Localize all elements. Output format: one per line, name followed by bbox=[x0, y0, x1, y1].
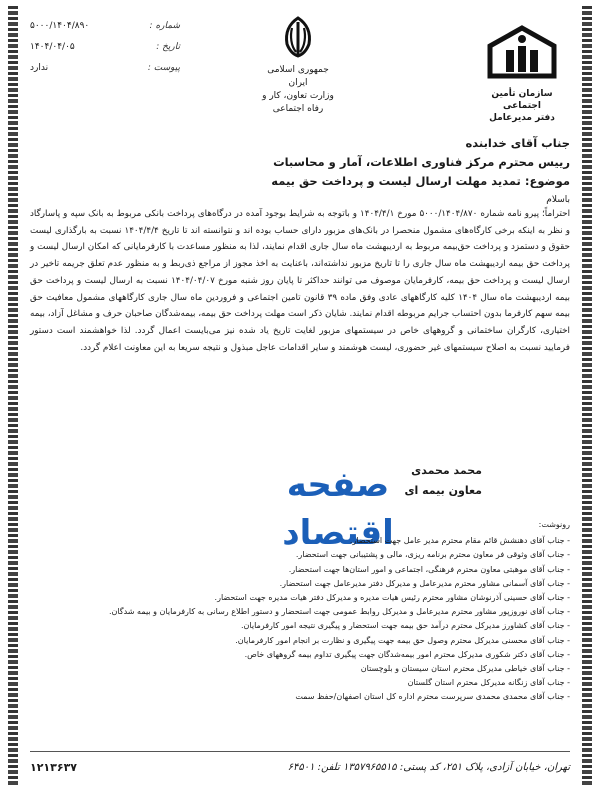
subject-text: تمدید مهلت ارسال لیست و پرداخت حق بیمه bbox=[271, 174, 521, 188]
letter-attachment-row bbox=[30, 58, 180, 79]
letter-page bbox=[8, 6, 592, 794]
cc-item: - جناب آقای دهنشش قائم مقام محترم مدیر عامل جهت استحضار. bbox=[349, 536, 570, 546]
emblem-line-1: جمهوری اسلامی ایران bbox=[267, 65, 329, 88]
cc-item: - جناب آقای حسینی آذرنوشان مشاور محترم رئیس هیات مدیره و مدیرکل دفتر هیات مدیره جهت استحضار. bbox=[214, 593, 570, 603]
signatory-title: معاون بیمه ای bbox=[404, 484, 482, 497]
organization-office: دفتر مدیرعامل bbox=[489, 113, 555, 123]
letter-date-value: ۱۴۰۴/۰۴/۰۵ bbox=[30, 42, 75, 52]
cc-item: - جناب آقای نوروزپور مشاور محترم مدیرعامل و مدیرکل روابط عمومی جهت استحضار و دستور اطلاع رسانی به کارفرمایان و بیمه شدگان. bbox=[108, 607, 570, 617]
addressee-position: رییس محترم مرکز فناوری اطلاعات، آمار و محاسبات bbox=[273, 155, 570, 169]
letter-header bbox=[50, 134, 570, 210]
national-emblem bbox=[258, 14, 338, 116]
subject-line bbox=[50, 172, 570, 191]
cc-item: - جناب آقای محسنی مدیرکل محترم وصول حق بیمه جهت پیگیری و نظارت بر انجام امور کارفرمایان. bbox=[235, 635, 570, 645]
cc-item: - جناب آقای کشاورز مدیرکل محترم درآمد حق بیمه جهت استحضار و پیگیری نتیجه امور کارفرمایان. bbox=[240, 621, 570, 631]
watermark-text: صفحه اقتصاد bbox=[282, 465, 394, 553]
organization-block bbox=[472, 24, 572, 124]
cc-item: - جناب آقای موهبتی معاون محترم فرهنگی، اجتماعی و امور استان‌ها جهت استحضار. bbox=[288, 564, 570, 574]
letter-number-label: شماره : bbox=[149, 21, 180, 31]
cc-item: - جناب آقای زنگانه مدیرکل محترم استان گلستان bbox=[407, 678, 570, 688]
cc-item: - جناب آقای دکتر شکوری مدیرکل محترم امور بیمه‌شدگان جهت پیگیری تداوم بیمه گروههای خاص. bbox=[244, 649, 570, 659]
qr-strip-right bbox=[582, 6, 592, 786]
organization-logo-icon bbox=[484, 24, 560, 84]
addressee: جناب آقای خدابنده bbox=[465, 136, 570, 150]
letter-metadata bbox=[30, 16, 180, 79]
salutation: باسلام bbox=[546, 195, 570, 205]
letter-footer bbox=[30, 761, 570, 774]
cc-list bbox=[50, 518, 570, 705]
letter-number-value: ۵۰۰۰/۱۴۰۴/۸۹۰ bbox=[30, 21, 90, 31]
footer-divider bbox=[30, 751, 570, 752]
letter-attachment-value: ندارد bbox=[30, 63, 49, 73]
cc-item: - جناب آقای خیاطی مدیرکل محترم استان سیستان و بلوچستان bbox=[360, 664, 570, 674]
cc-item: - جناب آقای آسمانی مشاور محترم مدیرعامل و مدیرکل دفتر مدیرعامل جهت استحضار. bbox=[279, 578, 570, 588]
organization-name: سازمان تأمین اجتماعی bbox=[491, 89, 553, 111]
emblem-line-2: وزارت تعاون، کار و رفاه اجتماعی bbox=[262, 91, 334, 114]
footer-address: تهران، خیابان آزادی، پلاک ۲۵۱، کد پستی: ۱۳۵۷۹۶۵۵۱۵ تلفن: ۶۴۵۰۱ bbox=[287, 762, 570, 773]
cc-title: رونوشت: bbox=[538, 520, 570, 529]
signatory-name: محمد محمدی bbox=[411, 464, 482, 477]
cc-item: - جناب آقای وثوقی فر معاون محترم برنامه ریزی، مالی و پشتیبانی جهت استحضار. bbox=[295, 550, 570, 560]
letter-attachment-label: پیوست : bbox=[147, 63, 180, 73]
letter-body: احتراماً؛ پیرو نامه شماره ۵۰۰۰/۱۴۰۴/۸۷۰ مورخ ۱۴۰۴/۴/۱ و باتوجه به شرایط بوجود آمده در درگاه‌های پرداخت بانکی مربوط به بانک سپه و پاسارگاد و نظر به اینکه برخی کارگاه‌های مشمول منحصرا در بانک‌های مزبور دارای حساب بوده اند و نتوانسته اند تا تاریخ ۱۴۰۴/۴/۴ نسبت به بارگذاری لیست حقوق و دستمزد و پرداخت حق‌بیمه مربوط به اردیبهشت ماه سال جاری اقدام نمایند، لذا به منظور مساعدت با کارفرمایانی که امکان ارسال لیست و پرداخت حق بیمه اردیبهشت ماه سال جاری را تا تاریخ مزبور نداشته‌اند، باعنایت به اخذ مجوز از مراجع ذی‌ربط و به منظور عدم تعلق جریمه تاخیر در ارسال لیست و پرداخت حق بیمه، کارفرمایان موصوف می توانند حداکثر تا پایان روز شنبه مورخ ۱۴۰۴/۰۴/۰۷ نسبت به ارسال لیست و پرداخت حق بیمه اردیبهشت ماه سال ۱۴۰۴ کلیه کارگاههای عادی وفق ماده ۳۹ قانون تامین اجتماعی و فروردین ماه سال جاری کارگاههای مشمول معافیت حق بیمه سهم کارفرما بدون احتساب جرایم مربوطه اقدام نمایند. شایان ذکر است مهلت پرداخت حق بیمه، بیمه‌شدگان صاحبان حرف و مشاغل آزاد، بیمه اختیاری، کارگران ساختمانی و گروههای خاص در سیستمهای مزبور لغایت تاریخ یاد شده نیز می‌بایست اعمال گردد. لذا خواهشمند است دستور فرمایید نسبت به اصلاح سیستمهای غیر حضوری، لیست هوشمند و سایر اقدامات عاجل مبذول و نتیجه سریعا به این معاونت اعلام گردد. bbox=[30, 209, 571, 353]
letter-date-row bbox=[30, 37, 180, 58]
letter-number-row bbox=[30, 16, 180, 37]
letter-date-label: تاریخ : bbox=[156, 42, 180, 52]
footer-serial: ۱۲۱۳۶۳۷ bbox=[30, 761, 77, 774]
subject-label: موضوع: bbox=[524, 174, 570, 188]
cc-item: - جناب آقای محمدی محمدی سرپرست محترم اداره کل استان اصفهان/حفظ سمت bbox=[295, 692, 570, 702]
emblem-icon bbox=[275, 14, 321, 60]
qr-strip-left bbox=[8, 6, 18, 786]
